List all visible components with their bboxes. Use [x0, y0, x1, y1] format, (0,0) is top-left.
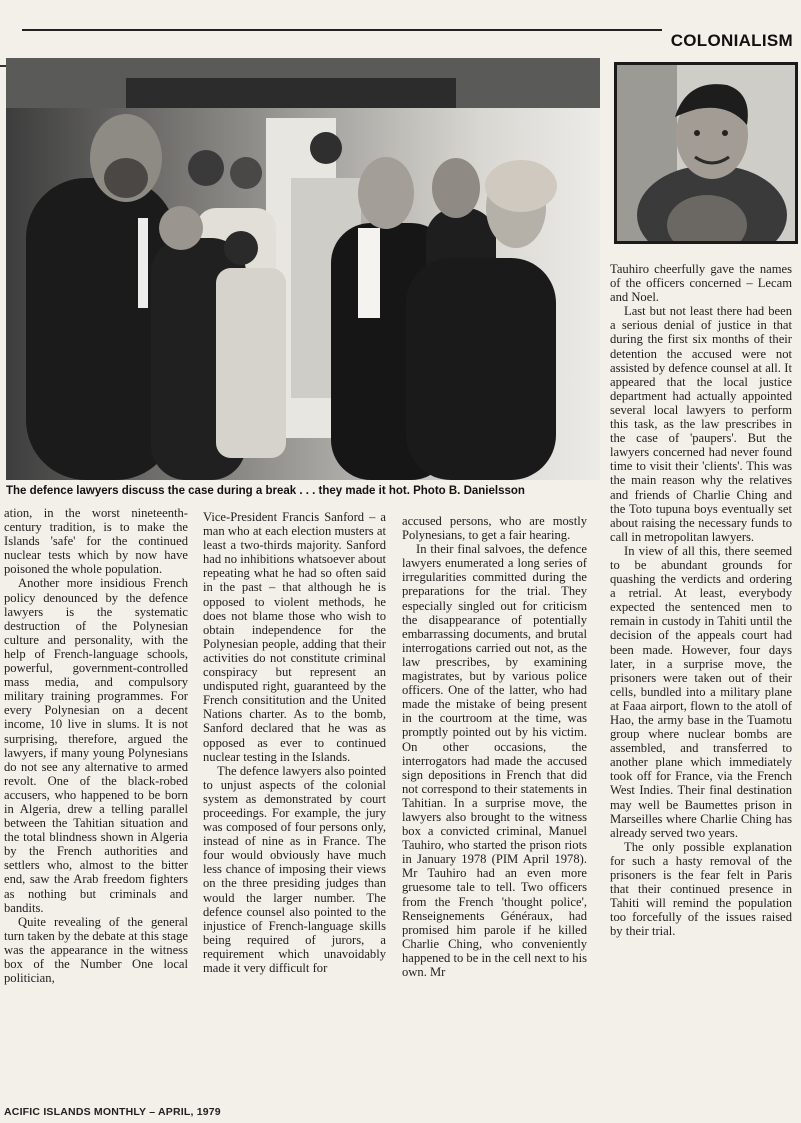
portrait-image	[617, 65, 795, 241]
paragraph: The only possible explanation for such a hasty removal of the prisoners is the fear felt in Paris that their continued presence in Tahiti will remind the population too forcefully of the issues raised by their trial.	[610, 839, 792, 939]
text-column-2	[203, 510, 386, 975]
paragraph: accused persons, who are mostly Polynesians, to get a fair hearing.	[402, 514, 587, 543]
header-rule	[22, 29, 662, 31]
paragraph: In view of all this, there seemed to be abundant grounds for quashing the verdicts and ordering a retrial. At least, everybody expected the sentenced men to remain in custody in Tahiti until the decision of the appeals court had been made. However, four days later, in a surprise move, the prisoners were taken out of their cells, bundled into a military plane at Faaa airport, flown to the atoll of Hao, the army base in the Tuamotu group where nuclear bombs are assembled, and transferred to another plane which immediately took off for France, via the French West Indies. Their final destination may well be Baumettes prison in Marseilles where Charlie Ching has already served two years.	[610, 543, 792, 840]
text-column-4	[610, 262, 792, 939]
page-footer: ACIFIC ISLANDS MONTHLY – APRIL, 1979	[4, 1106, 221, 1118]
main-photo	[6, 58, 600, 480]
lawyers-photo-image	[6, 58, 600, 480]
section-label: COLONIALISM	[670, 31, 793, 50]
paragraph: Quite revealing of the general turn taken by the debate at this stage was the appearance in the witness box of the Number One local politician,	[4, 914, 188, 986]
paragraph: In their final salvoes, the defence lawyers enumerated a long series of irregularities committed during the preparations for the trial. They especially singled out for criticism the disappearance of potentially embarrassing documents, and brutal interrogations carried out not, as the law prescribes, by examining magistrates, but by various police officers. One of the latter, who had made the mistake of being present in the courtroom at the time, was promptly pointed out by his victim. On other occasions, the interrogators had made the accused sign depositions in French that did not correspond to their statements in Tahitian. In a surprise move, the lawyers also brought to the witness box a convicted criminal, Manuel Tauhiro, who started the prison riots in January 1978 (PIM April 1978). Mr Tauhiro had an even more gruesome tale to tell. Two officers from the French 'thought police', Renseignements Généraux, had promised him parole if he killed Charlie Ching, who conveniently happened to be in the cell next to his own. Mr	[402, 542, 587, 979]
paragraph: Last but not least there had been a serious denial of justice in that during the first six months of their detention the accused were not assisted by defence counsel at all. It appeared that the local justice department had actually appointed several local lawyers to perform this task, as the law prescribes in the case of 'paupers'. But the lawyers concerned had never found time to visit their 'clients'. This was the main reason why the relatives and friends of Charlie Ching and the Toto tupuna boys eventually set about raising the necessary funds to call in metropolitan lawyers.	[610, 304, 792, 544]
paragraph: Vice-President Francis Sanford – a man who at each election musters at least a two-thirds majority. Sanford had no inhibitions whatsoever about repeating what he had so often said in the past – that although he is opposed to violent methods, he does not blame those who wish to obtain independence for the Polynesian people, adding that their activities do not constitute criminal conspiracy but represent an undisputed right, guaranteed by the French consititution and the United Nations charter. As to the bomb, Sanford declared that he was as opposed as ever to continued nuclear testing in the Islands.	[203, 510, 386, 764]
photo-caption: The defence lawyers discuss the case during a break . . . they made it hot. Photo B. Danielsson	[6, 485, 525, 497]
portrait-photo	[614, 62, 798, 244]
paragraph: ation, in the worst nineteenth-century tradition, is to make the Islands 'safe' for the continued nuclear tests which by now have poisoned the whole population.	[4, 506, 188, 577]
text-column-3	[402, 514, 587, 979]
paragraph: Tauhiro cheerfully gave the names of the officers concerned – Lecam and Noel.	[610, 262, 792, 305]
paragraph: Another more insidious French policy denounced by the defence lawyers is the systematic destruction of the Polynesian culture and personality, with the help of French-language schools, powerful, government-controlled mass media, and compulsory military training programmes. For every Polynesian on a decent income, 10 live in slums. It is not surprising, therefore, argued the lawyers, if many young Polynesians do not see any alternative to armed revolt. One of the black-robed accusers, who happened to be born in Algeria, drew a telling parallel between the Tahitian situation and the total blindness shown in Algeria by the French authorities and settlers who, almost to the bitter end, saw the Arab freedom fighters as nothing but criminals and bandits.	[4, 576, 188, 915]
paragraph: The defence lawyers also pointed to unjust aspects of the colonial system as demonstrated by court proceedings. For example, the jury was composed of four persons only, instead of nine as in France. The four would obviously have much less chance of imposing their views on the three presiding judges than would the larger number. The defence counsel also pointed to the injustice of French-language skills being required of jurors, a requirement which unavoidably made it very difficult for	[203, 763, 386, 975]
text-column-1	[4, 506, 188, 985]
